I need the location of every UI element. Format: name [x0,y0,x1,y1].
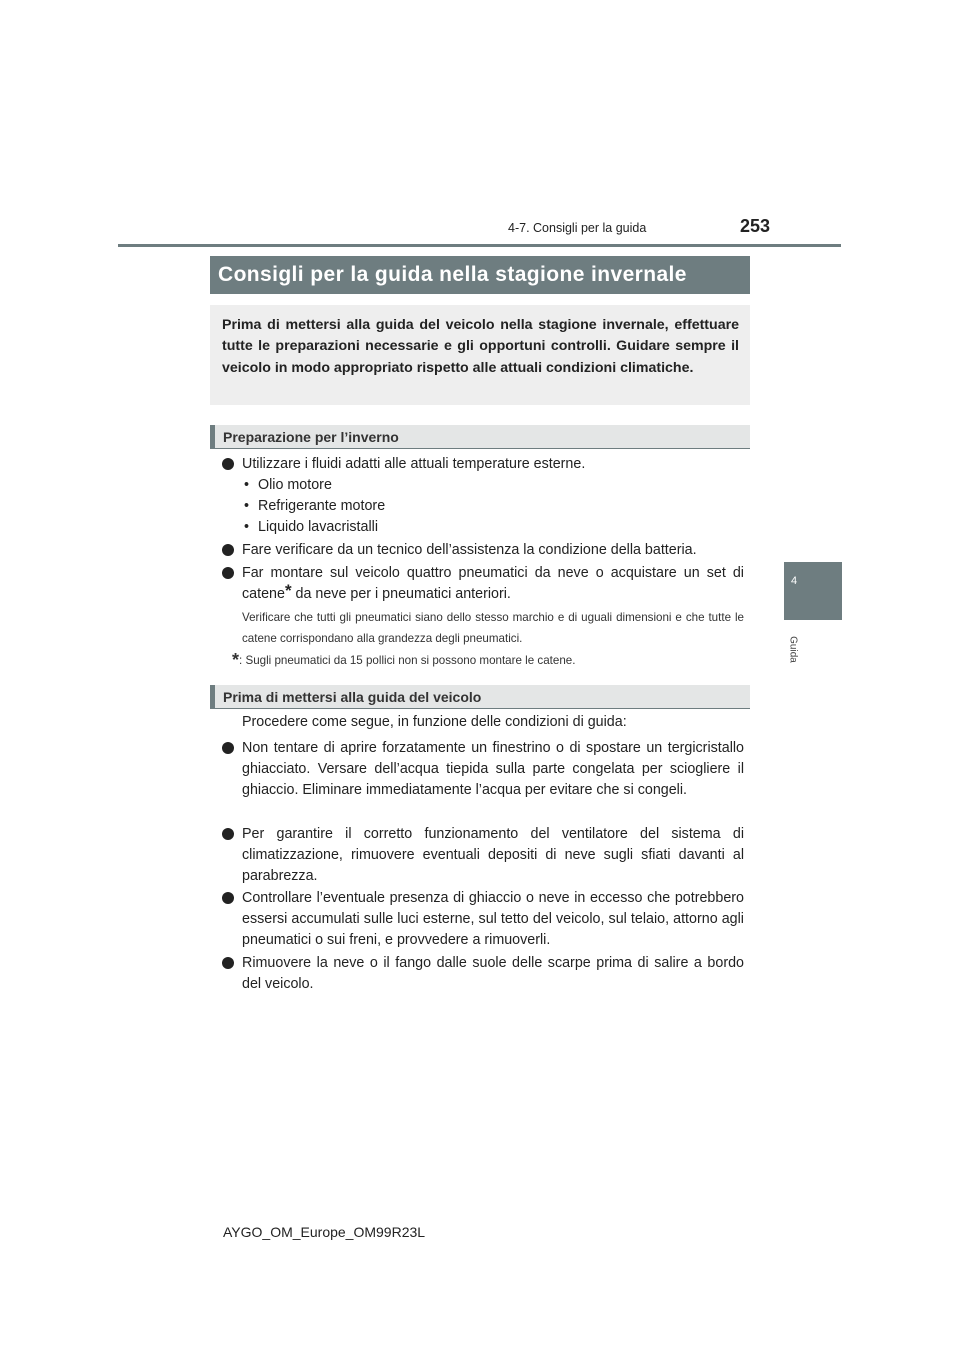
section-marker [210,685,215,709]
note-text: Verificare che tutti gli pneumatici siano dello stesso marchio e di uguali dimensioni e che tutte le catene corrispondano alla grandezza degli pneumatici. [242,611,744,645]
page-title: Consigli per la guida nella stagione invernale [210,256,750,294]
list-item-text-part: da neve per i pneumatici anteriori. [291,586,511,602]
page-number: 253 [740,216,771,236]
section-heading: Preparazione per l’inverno [223,429,399,445]
list-item [222,454,744,475]
list-item [222,540,744,561]
section-header-winter-prep [210,425,750,449]
bullet-icon [222,828,234,840]
chapter-number: 4 [790,575,798,587]
sub-list-item-text: Olio motore [258,477,332,493]
list-item [222,953,744,995]
footnote-text: : Sugli pneumatici da 15 pollici non si possono montare le catene. [239,654,576,667]
bullet-icon [222,957,234,969]
sub-list-item [244,498,385,514]
document-code-footer: AYGO_OM_Europe_OM99R23L [223,1224,426,1240]
running-header-section: 4-7. Consigli per la guida [508,221,647,235]
list-item [222,824,744,887]
section-lead: Procedere come segue, in funzione delle condizioni di guida: [242,714,627,730]
footnote-reference: * [284,581,292,600]
list-item-text: Non tentare di aprire forzatamente un finestrino o di spostare un tergicristallo ghiacciato. Versare dell’acqua tiepida sulla parte congelata per sciogliere il ghiaccio. Eliminare immediatamente l’acqua per evitare che si congeli. [242,740,744,798]
intro-box: Prima di mettersi alla guida del veicolo nella stagione invernale, effettuare tutte le preparazioni necessarie e gli opportuni controlli. Guidare sempre il veicolo in modo appropriato rispetto alle attuali condizioni climatiche. [210,305,750,405]
sub-list-item [244,519,378,535]
bullet-icon [222,742,234,754]
list-item-text: Fare verificare da un tecnico dell’assistenza la condizione della batteria. [242,542,697,558]
chapter-tab [784,562,842,620]
bullet-icon [222,458,234,470]
list-item-text: Rimuovere la neve o il fango dalle suole delle scarpe prima di salire a bordo del veicolo. [242,955,744,992]
sub-list-item [244,477,332,493]
sub-bullet-icon: • [244,477,250,493]
sub-list-item-text: Refrigerante motore [258,498,386,514]
sub-list-item-text: Liquido lavacristalli [258,519,378,535]
section-header-before-driving [210,685,750,709]
header-rule [118,244,841,247]
section-marker [210,425,215,449]
list-item-text [242,563,744,605]
bullet-icon [222,544,234,556]
list-item-text: Per garantire il corretto funzionamento del ventilatore del sistema di climatizzazione, rimuovere eventuali depositi di neve sugli sfiati davanti al parabrezza. [242,826,744,884]
footnote [232,650,575,671]
list-item [222,563,744,607]
sub-bullet-icon: • [244,498,250,514]
bullet-icon [222,567,234,579]
section-heading: Prima di mettersi alla guida del veicolo [223,689,482,705]
chapter-label: Guida [787,636,799,663]
list-item-text: Controllare l’eventuale presenza di ghiaccio o neve in eccesso che potrebbero essersi accumulati sulle luci esterne, sul tetto del veicolo, sul telaio, attorno agli pneumatici o sui freni, e provvedere a rimuoverli. [242,890,744,948]
bullet-icon [222,892,234,904]
sub-bullet-icon: • [244,519,250,535]
list-item [222,738,744,822]
list-item-text: Utilizzare i fluidi adatti alle attuali temperature esterne. [242,456,586,472]
footnote-marker: * [232,650,240,670]
list-item-text-part: Far montare sul veicolo quattro pneumatici da neve o acquistare un set di catene [242,565,744,602]
list-item [222,888,744,951]
